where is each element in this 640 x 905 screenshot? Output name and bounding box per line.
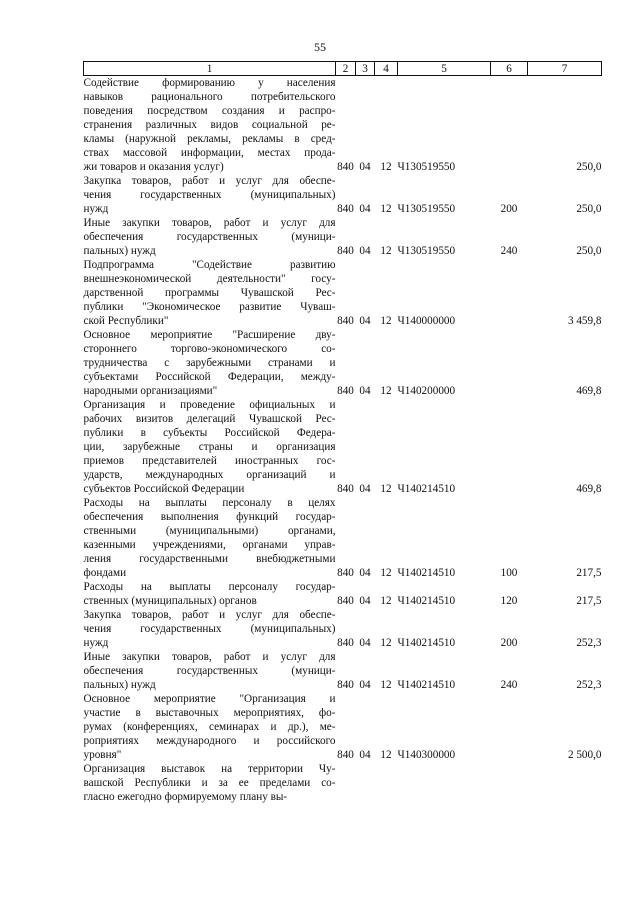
description-line: нужд	[83, 203, 109, 215]
description-line: Иные закупки товаров, работ и услуг для	[83, 217, 336, 229]
description-line: гласно ежегодно формируемому плану вы-	[83, 791, 288, 803]
description-line: стороннего торгово-экономического со-	[83, 343, 336, 355]
ministry-code: 840	[337, 679, 354, 691]
row-description	[84, 216, 336, 258]
subsection-code: 12	[380, 483, 392, 495]
amount: 250,0	[576, 161, 602, 173]
description-line: румах (конференциях, семинарах и др.), ме-	[83, 721, 336, 733]
target-article-code: Ч140214510	[397, 679, 456, 691]
subsection-code: 12	[380, 161, 392, 173]
expense-type-code	[491, 692, 528, 762]
target-article-code: Ч130519550	[397, 245, 456, 257]
target-article-code	[398, 762, 491, 804]
subsection-code: 12	[380, 749, 392, 761]
description-line: Организация выставок на территории Чу-	[83, 763, 336, 775]
ministry-code: 840	[337, 637, 354, 649]
description-line: субъектов Российской Федерации	[83, 483, 245, 495]
expense-type-code: 240	[500, 679, 518, 691]
section-code: 04	[359, 567, 371, 579]
section-code: 04	[359, 245, 371, 257]
amount: 217,5	[576, 567, 602, 579]
header-col-7: 7	[528, 62, 602, 76]
target-article-code: Ч130519550	[397, 161, 456, 173]
header-col-3: 3	[356, 62, 375, 76]
description-line: рабочих визитов делегаций Чувашской Рес-	[83, 413, 336, 425]
description-line: Закупка товаров, работ и услуг для обеспе-	[83, 175, 336, 187]
description-line: казенными учреждениями, органами управ-	[83, 539, 336, 551]
description-line: навыков рационального потребительского	[83, 91, 336, 103]
expense-type-code	[491, 398, 528, 496]
table-row	[84, 580, 602, 608]
description-line: ственных (муниципальных) органов	[83, 595, 257, 607]
row-description	[84, 496, 336, 580]
target-article-code: Ч140214510	[397, 595, 456, 607]
header-col-4: 4	[375, 62, 398, 76]
row-description	[84, 580, 336, 608]
description-line: нужд	[83, 637, 109, 649]
description-line: публики в субъекты Российской Федера-	[83, 427, 336, 439]
expense-type-code	[491, 76, 528, 175]
description-line: ции, зарубежные страны и организация	[83, 441, 336, 453]
section-code: 04	[359, 161, 371, 173]
description-line: чения государственных (муниципальных)	[83, 189, 336, 201]
description-line: пальных) нужд	[83, 679, 156, 691]
ministry-code: 840	[337, 567, 354, 579]
description-line: Подпрограмма "Содействие развитию	[83, 259, 336, 271]
table-row	[84, 608, 602, 650]
expense-type-code	[491, 258, 528, 328]
row-description	[84, 258, 336, 328]
description-line: ской Республики"	[83, 315, 169, 327]
description-line: народными организациями"	[83, 385, 218, 397]
description-line: фондами	[83, 567, 127, 579]
description-line: обеспечения государственных (муници-	[83, 665, 336, 677]
expense-type-code: 200	[500, 637, 518, 649]
description-line: странения различных видов социальной ре-	[83, 119, 336, 131]
table-row	[84, 258, 602, 328]
description-line: Расходы на выплаты персоналу в целях	[83, 497, 336, 509]
section-code: 04	[359, 315, 371, 327]
budget-table	[83, 61, 602, 804]
section-code: 04	[359, 203, 371, 215]
target-article-code: Ч140200000	[397, 385, 456, 397]
description-line: вашской Республики и за ее пределами со-	[83, 777, 336, 789]
amount: 2 500,0	[567, 749, 602, 761]
section-code: 04	[359, 483, 371, 495]
header-col-5: 5	[398, 62, 491, 76]
amount: 250,0	[576, 203, 602, 215]
description-line: чения государственных (муниципальных)	[83, 623, 336, 635]
section-code: 04	[359, 385, 371, 397]
target-article-code: Ч140214510	[397, 567, 456, 579]
description-line: Иные закупки товаров, работ и услуг для	[83, 651, 336, 663]
section-code: 04	[359, 637, 371, 649]
section-code	[356, 762, 375, 804]
table-row	[84, 398, 602, 496]
ministry-code: 840	[337, 203, 354, 215]
ministry-code	[336, 762, 356, 804]
expense-type-code	[491, 328, 528, 398]
table-row	[84, 692, 602, 762]
row-description	[84, 328, 336, 398]
description-line: трудничества с зарубежными странами и	[83, 357, 336, 369]
target-article-code: Ч140300000	[397, 749, 456, 761]
section-code: 04	[359, 595, 371, 607]
table-body	[84, 76, 602, 805]
description-line: ственными (муниципальными) органами,	[83, 525, 336, 537]
expense-type-code: 100	[500, 567, 518, 579]
table-row	[84, 174, 602, 216]
description-line: Основное мероприятие "Расширение дву-	[83, 329, 336, 341]
row-description	[84, 398, 336, 496]
amount: 469,8	[576, 385, 602, 397]
description-line: пальных) нужд	[83, 245, 156, 257]
amount: 3 459,8	[567, 315, 602, 327]
description-line: участие в выставочных мероприятиях, фо-	[83, 707, 336, 719]
description-line: внешнеэкономической деятельности" госу-	[83, 273, 336, 285]
header-col-1: 1	[84, 62, 336, 76]
ministry-code: 840	[337, 161, 354, 173]
subsection-code: 12	[380, 315, 392, 327]
expense-type-code: 240	[500, 245, 518, 257]
description-line: публики "Экономическое развитие Чуваш-	[83, 301, 336, 313]
description-line: ударств, международных организаций и	[83, 469, 336, 481]
subsection-code	[375, 762, 398, 804]
description-line: обеспечения выполнения функций государ-	[83, 511, 336, 523]
description-line: роприятиях международного и российского	[83, 735, 336, 747]
row-description	[84, 692, 336, 762]
table-row	[84, 496, 602, 580]
description-line: Содействие формированию у населения	[83, 77, 336, 89]
description-line: Организация и проведение официальных и	[83, 399, 336, 411]
description-line: уровня"	[83, 749, 122, 761]
subsection-code: 12	[380, 595, 392, 607]
description-line: обеспечения государственных (муници-	[83, 231, 336, 243]
table-row	[84, 216, 602, 258]
header-col-6: 6	[491, 62, 528, 76]
table-row	[84, 650, 602, 692]
ministry-code: 840	[337, 483, 354, 495]
ministry-code: 840	[337, 749, 354, 761]
table-row	[84, 76, 602, 175]
expense-type-code: 200	[500, 203, 518, 215]
row-description	[84, 76, 336, 175]
amount: 217,5	[576, 595, 602, 607]
target-article-code: Ч140214510	[397, 483, 456, 495]
description-line: субъектами Российской Федерации, между-	[83, 371, 336, 383]
header-row	[84, 62, 602, 76]
row-description	[84, 762, 336, 804]
target-article-code: Ч140000000	[397, 315, 456, 327]
description-line: Закупка товаров, работ и услуг для обеспе-	[83, 609, 336, 621]
description-line: поведения посредством создания и распро-	[83, 105, 336, 117]
ministry-code: 840	[337, 315, 354, 327]
amount	[528, 762, 602, 804]
section-code: 04	[359, 749, 371, 761]
subsection-code: 12	[380, 637, 392, 649]
description-line: кламы (наружной рекламы, рекламы в сред-	[83, 133, 336, 145]
subsection-code: 12	[380, 203, 392, 215]
amount: 250,0	[576, 245, 602, 257]
description-line: ления государственными внебюджетными	[83, 553, 336, 565]
subsection-code: 12	[380, 567, 392, 579]
description-line: дарственной программы Чувашской Рес-	[83, 287, 336, 299]
subsection-code: 12	[380, 679, 392, 691]
amount: 469,8	[576, 483, 602, 495]
header-col-2: 2	[336, 62, 356, 76]
ministry-code: 840	[337, 245, 354, 257]
row-description	[84, 650, 336, 692]
amount: 252,3	[576, 637, 602, 649]
amount: 252,3	[576, 679, 602, 691]
subsection-code: 12	[380, 245, 392, 257]
target-article-code: Ч140214510	[397, 637, 456, 649]
row-description	[84, 608, 336, 650]
target-article-code: Ч130519550	[397, 203, 456, 215]
ministry-code: 840	[337, 595, 354, 607]
page-number: 55	[314, 40, 326, 54]
description-line: Расходы на выплаты персоналу государ-	[83, 581, 336, 593]
table-row	[84, 328, 602, 398]
description-line: Основное мероприятие "Организация и	[83, 693, 336, 705]
expense-type-code	[491, 762, 528, 804]
row-description	[84, 174, 336, 216]
subsection-code: 12	[380, 385, 392, 397]
expense-type-code: 120	[500, 595, 518, 607]
section-code: 04	[359, 679, 371, 691]
table-row	[84, 762, 602, 804]
description-line: жи товаров и оказания услуг)	[83, 161, 224, 173]
description-line: приемов представителей иностранных гос-	[83, 455, 336, 467]
ministry-code: 840	[337, 385, 354, 397]
description-line: ствах массовой информации, местах прода-	[83, 147, 336, 159]
